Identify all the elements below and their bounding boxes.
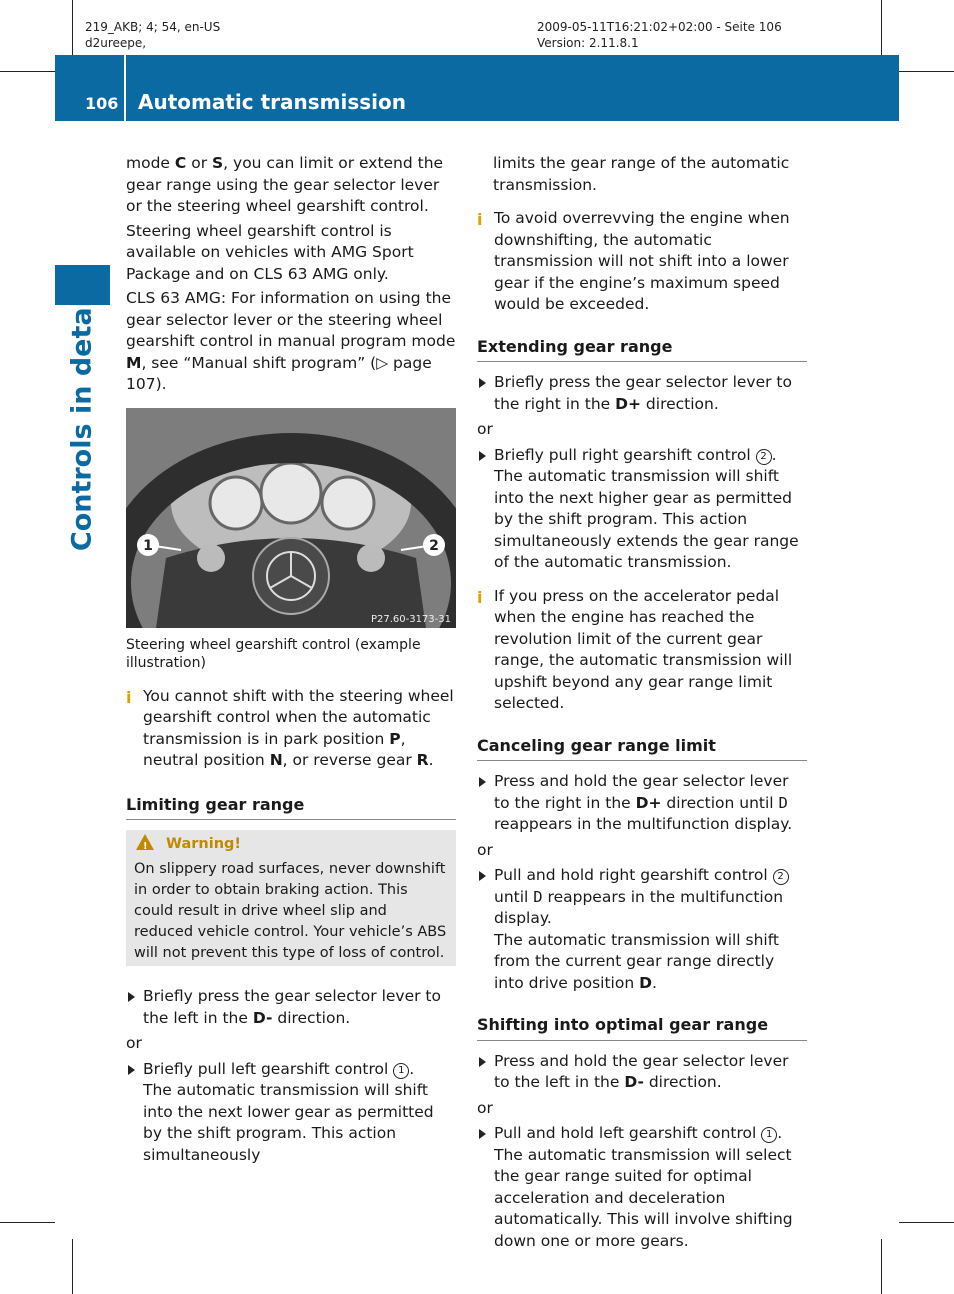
info-icon: i [477, 587, 483, 607]
info-icon: i [126, 687, 132, 707]
triangle-bullet-icon [479, 451, 486, 461]
meta-line: 2009-05-11T16:21:02+02:00 - Seite 106 [537, 20, 782, 34]
instruction-step: Pull and hold left gearshift control 1 . The automatic transmission will select the gear range suited for optimal acceleration and deceleration automatically. This will involve shifting down one or more gears. [477, 1123, 807, 1252]
triangle-bullet-icon [479, 1129, 486, 1139]
crop-mark [899, 71, 954, 72]
info-note: i To avoid overrevving the engine when downshifting, the automatic transmission will not shift into a lower gear if the engine’s maximum speed would be exceeded. [477, 209, 790, 313]
or-text: or [126, 1034, 142, 1052]
right-column [477, 153, 807, 1255]
paragraph: mode C or S, you can limit or extend the gear range using the gear selector lever or the steering wheel gearshift control. [126, 154, 444, 215]
or-text: or [477, 420, 493, 438]
page-title: Automatic transmission [138, 90, 406, 114]
warning-title: ! Warning! [134, 834, 448, 855]
info-icon: i [477, 210, 483, 229]
warning-text: On slippery road surfaces, never downshift in order to obtain braking action. This could result in drive wheel slip and reduced vehicle control. Your vehicle’s ABS will not prevent this type of loss of control. [134, 861, 447, 961]
instruction-step: Briefly pull left gearshift control 1 . The automatic transmission will shift into the next lower gear as permitted by the shift program. This action simultaneously [126, 1059, 456, 1167]
or-text: or [477, 1098, 493, 1117]
instruction-step: Press and hold the gear selector lever to the right in the D+ direction until D reappears in the multifunction display. [477, 771, 807, 836]
steering-wheel-figure [126, 408, 456, 628]
step-result: The automatic transmission will shift into the next lower gear as permitted by the shift program. This action simultaneously [143, 1081, 434, 1164]
or-text: or [477, 840, 493, 859]
crop-mark [899, 1222, 954, 1223]
meta-line: 219_AKB; 4; 54, en-US [85, 20, 221, 34]
triangle-bullet-icon [128, 992, 135, 1002]
figure-caption: Steering wheel gearshift control (example illustration) [126, 636, 421, 671]
step-result: The automatic transmission will shift from the current gear range directly into drive position D. [494, 930, 780, 992]
crop-mark [0, 71, 55, 72]
callout-number-icon: 2 [756, 449, 772, 465]
crop-mark [72, 0, 73, 55]
instruction-step: Pull and hold right gearshift control 2 until D reappears in the multifunction display. The automatic transmission will shift from the current gear range directly into drive position D. [477, 865, 807, 994]
callout-number-icon: 1 [761, 1127, 777, 1143]
callout-2: 2 [429, 537, 439, 554]
paragraph: limits the gear range of the automatic transmission. [493, 154, 790, 194]
crop-mark [881, 1239, 882, 1294]
meta-line: d2ureepe, [85, 36, 147, 50]
crop-mark [72, 1239, 73, 1294]
info-note: i You cannot shift with the steering wheel gearshift control when the automatic transmission is in park position P, neutral position N, or reverse gear R. [126, 686, 454, 769]
triangle-bullet-icon [479, 1057, 486, 1067]
page-number: 106 [85, 94, 119, 113]
warning-box [126, 830, 456, 966]
section-heading: Limiting gear range [126, 794, 456, 821]
callout-number-icon: 2 [773, 869, 789, 885]
crop-mark [881, 0, 882, 55]
instruction-step: Press and hold the gear selector lever to the left in the D- direction. [477, 1051, 807, 1094]
meta-line: Version: 2.11.8.1 [537, 36, 639, 50]
triangle-bullet-icon [479, 378, 486, 388]
step-result: The automatic transmission will select the gear range suited for optimal acceleration and deceleration automatically. This will involve shifting down one or more gears. [494, 1145, 793, 1250]
section-heading: Shifting into optimal gear range [477, 1014, 807, 1041]
print-meta-right [537, 19, 782, 51]
left-column [126, 153, 456, 1169]
warning-triangle-icon [136, 834, 154, 850]
instruction-step: Briefly press the gear selector lever to the right in the D+ direction. [477, 372, 807, 415]
section-heading: Canceling gear range limit [477, 735, 807, 762]
callout-1: 1 [143, 537, 153, 554]
section-label: Controls in detail [66, 288, 98, 552]
paragraph: CLS 63 AMG: For information on using the gear selector lever or the steering wheel gearshift control in manual program mode M, see “Manual shift program” (▷ page 107). [126, 289, 456, 393]
steering-wheel-illustration [126, 408, 456, 628]
triangle-bullet-icon [479, 777, 486, 787]
triangle-bullet-icon [479, 871, 486, 881]
instruction-step: Briefly press the gear selector lever to the left in the D- direction. [126, 986, 456, 1029]
callout-number-icon: 1 [393, 1063, 409, 1079]
figure-code: P27.60-3173-31 [370, 613, 451, 625]
section-heading: Extending gear range [477, 336, 807, 363]
header-divider [124, 55, 126, 121]
crop-mark [0, 1222, 55, 1223]
step-result: The automatic transmission will shift into the next higher gear as permitted by the shift program. This action simultaneously extends the gear range of the automatic transmission. [494, 467, 799, 571]
paragraph: Steering wheel gearshift control is available on vehicles with AMG Sport Package and on CLS 63 AMG only. [126, 221, 414, 283]
print-meta-left [85, 19, 220, 51]
instruction-step: Briefly pull right gearshift control 2 . The automatic transmission will shift into the next higher gear as permitted by the shift program. This action simultaneously extends the gear range of the automatic transmission. [477, 445, 807, 574]
triangle-bullet-icon [128, 1065, 135, 1075]
info-note: i If you press on the accelerator pedal when the engine has reached the revolution limit of the current gear range, the automatic transmission will upshift beyond any gear range limit selected. [477, 586, 793, 712]
